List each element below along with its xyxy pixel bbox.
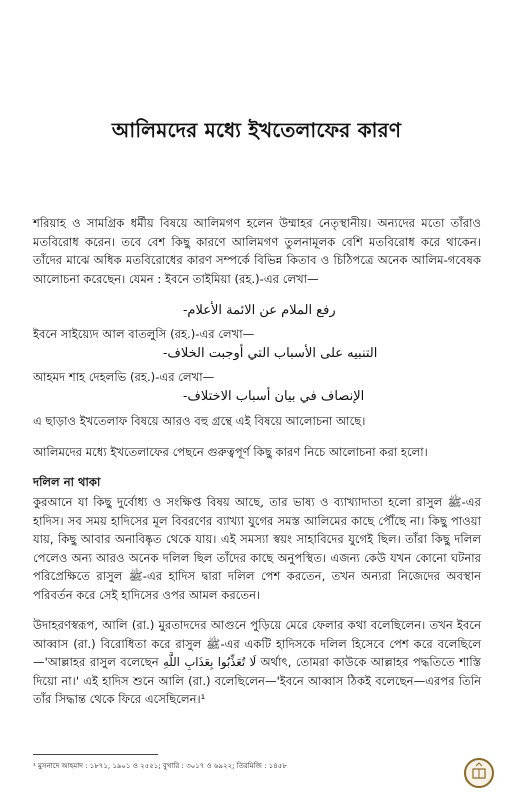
paragraph-reasons-intro: আলিমদের মধ্যে ইখতেলাফের পেছনে গুরুত্বপূর্ণ কিছু কারণ নিচে আলোচনা করা হলো। <box>33 444 428 459</box>
paragraph-example: উদাহরণস্বরূপ, আলি (রা.) মুরতাদদের আগুনে পুড়িয়ে মেরে ফেলার কথা বলেছিলেন। তখন ইবনে আব্বাস (রা.) বিরোধিতা করে রাসুল ﷺ-এর একটি হাদিসকে দলিল হিসেবে পেশ করে বলেছিলে—'আল্লাহর রাসুল বলেছেন لَا تُعَذِّبُوا بِعَذَابِ اللَّهِ অর্থাৎ, তোমরা কাউকে আল্লাহর পদ্ধতিতে শাস্তি দিয়ো না।' এই হাদিস শুনে আলি (রা.) বলেছিলেন—'ইবনে আব্বাস ঠিকই বলেছেন—এরপর তিনি তাঁর সিদ্ধান্ত থেকে ফিরে এসেছিলেন।¹ <box>33 618 482 706</box>
section-heading: দলিল না থাকা <box>33 475 101 489</box>
source-line-3: আহমদ শাহ দেহলভি (রহ.)-এর লেখা— <box>33 370 215 384</box>
paragraph-other-books: এ ছাড়াও ইখতেলাফ বিষয়ে আরও বহু গ্রন্থে এই বিষয়ে আলোচনা আছে। <box>33 414 366 428</box>
publisher-logo-icon <box>464 758 494 788</box>
page-title: আলিমদের মধ্যে ইখতেলাফের কারণ <box>111 118 402 142</box>
paragraph-intro: শরিয়াহ ও সামগ্রিক ধর্মীয় বিষয়ে আলিমগণ হলেন উম্মাহর নেতৃস্থানীয়। অন্যদের মতো তাঁরাও মতবিরোধ করেন। তবে বেশ কিছু কারণে আলিমগণ তুলনামূলক বেশি মতবিরোধ করে থাকেন। তাঁদের মাঝে অধিক মতবিরোধের কারণ সম্পর্কে বিভিন্ন কিতাব ও চিঠিপত্রে অনেক আলিম-গবেষক আলোচনা করেছেন। যেমন : ইবনে তাইমিয়া (রহ.)-এর লেখা— <box>33 216 481 286</box>
source-line-2: ইবনে সাইয়্যেদ আল বাতলুসি (রহ.)-এর লেখা— <box>33 327 255 341</box>
footnote: ¹ মুসনাদে আহমাদ : ১৮৭১, ১৯০১ ও ২৫৫১; বুখারি : ৩০১৭ ও ৬৯২২; তিরমিজি : ১৪৫৮ <box>33 762 287 770</box>
arabic-title-2: التنبيه على الأسباب التي أوجبت الخلاف- <box>163 346 378 361</box>
paragraph-no-evidence: কুরআনে যা কিছু দুর্বোধ্য ও সংক্ষিপ্ত বিষয় আছে, তার ভাষ্য ও ব্যাখ্যাদাতা হলো রাসুল ﷺ-এর হাদিস। সব সময় হাদিসের মূল বিবরণের ব্যাখ্যা যুগের সমস্ত আলিমের কাছে পৌঁছে না। কিছু পাওয়া যায়, কিছু আবার অনাবিষ্কৃত থেকে যায়। এই সমস্যা স্বয়ং সাহাবিদের যুগেই ছিল। তাঁরা কিছু দলিল পেলেও অন্য আরও অনেক দলিল ছিল তাঁদের কাছে অনুপস্থিত। এজন্য কেউ যখন কোনো ঘটনার পরিপ্রেক্ষিতে রাসুল ﷺ-এর হাদিস দ্বারা দলিল পেশ করতেন, তখন অন্যরা নিজেদের অবস্থান পরিবর্তন করে সেই হাদিসের ওপর আমল করতেন। <box>33 495 481 602</box>
book-emblem-icon <box>466 760 492 786</box>
arabic-title-3: الإنصاف في بيان أسباب الاختلاف- <box>183 389 365 404</box>
arabic-title-1: رفع الملام عن الائمة الأعلام- <box>183 303 336 318</box>
footnote-divider <box>33 754 158 755</box>
body-text <box>33 214 481 721</box>
